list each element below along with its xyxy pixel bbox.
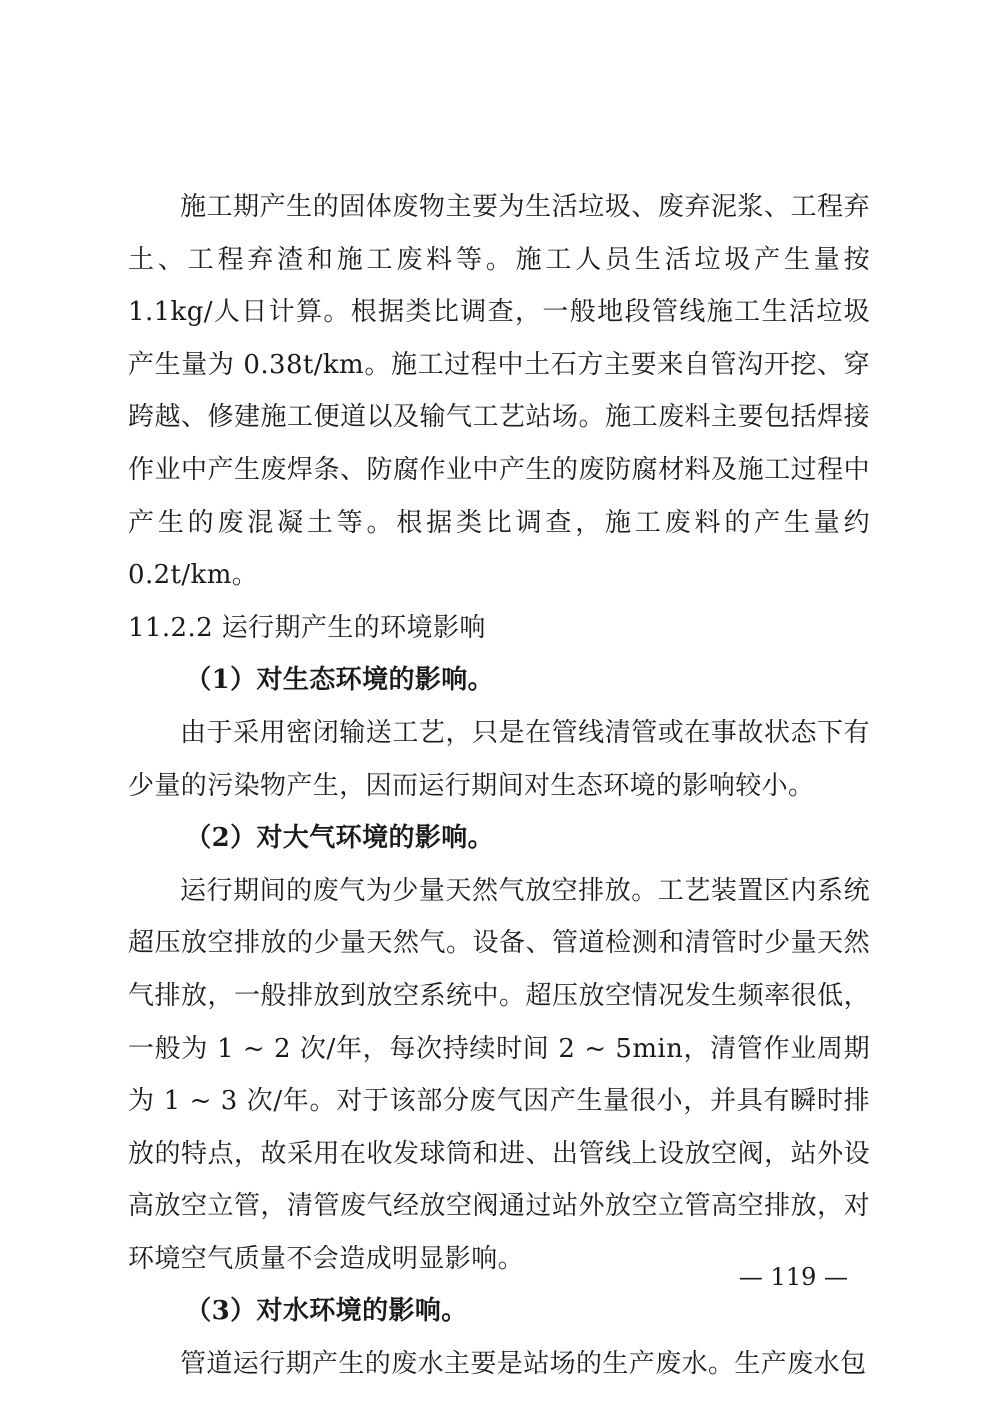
subheading-water-impact: （3）对水环境的影响。 [185,1296,468,1327]
paragraph-solid-waste: 施工期产生的固体废物主要为生活垃圾、废弃泥浆、工程弃土、工程弃渣和施工废料等。施工人员生活垃圾产生量按 1.1kg/人日计算。根据类比调查，一般地段管线施工生活垃圾产生量为 0.38t/km。施工过程中土石方主要来自管沟开挖、穿跨越、修建施工便道以及输气工艺站场。施工废料主要包括焊接作业中产生废焊条、防腐作业中产生的废防腐材料及施工过程中产生的废混凝土等。根据类比调查，施工废料的产生量约 0.2t/km。 [128,192,870,591]
paragraph-atmospheric-impact: 运行期间的废气为少量天然气放空排放。工艺装置区内系统超压放空排放的少量天然气。设备、管道检测和清管时少量天然气排放，一般排放到放空系统中。超压放空情况发生频率很低，一般为 1 ~ 2 次/年，每次持续时间 2 ~ 5min，清管作业周期为 1 ~ 3 次/年。对于该部分废气因产生量很小，并具有瞬时排放的特点，故采用在收发球筒和进、出管线上设放空阀，站外设高放空立管，清管废气经放空阀通过站外放空立管高空排放，对环境空气质量不会造成明显影响。 [128,875,870,1274]
paragraph-water-impact: 管道运行期产生的废水主要是站场的生产废水。生产废水包 [180,1349,867,1380]
section-heading-operation-impact: 11.2.2 运行期产生的环境影响 [128,612,486,643]
page-number: — 119 — [738,1263,848,1291]
subheading-atmospheric-impact: （2）对大气环境的影响。 [185,823,495,854]
page-content [128,181,870,1391]
paragraph-ecological-impact: 由于采用密闭输送工艺，只是在管线清管或在事故状态下有少量的污染物产生，因而运行期间对生态环境的影响较小。 [128,717,870,801]
subheading-ecological-impact: （1）对生态环境的影响。 [185,665,495,696]
